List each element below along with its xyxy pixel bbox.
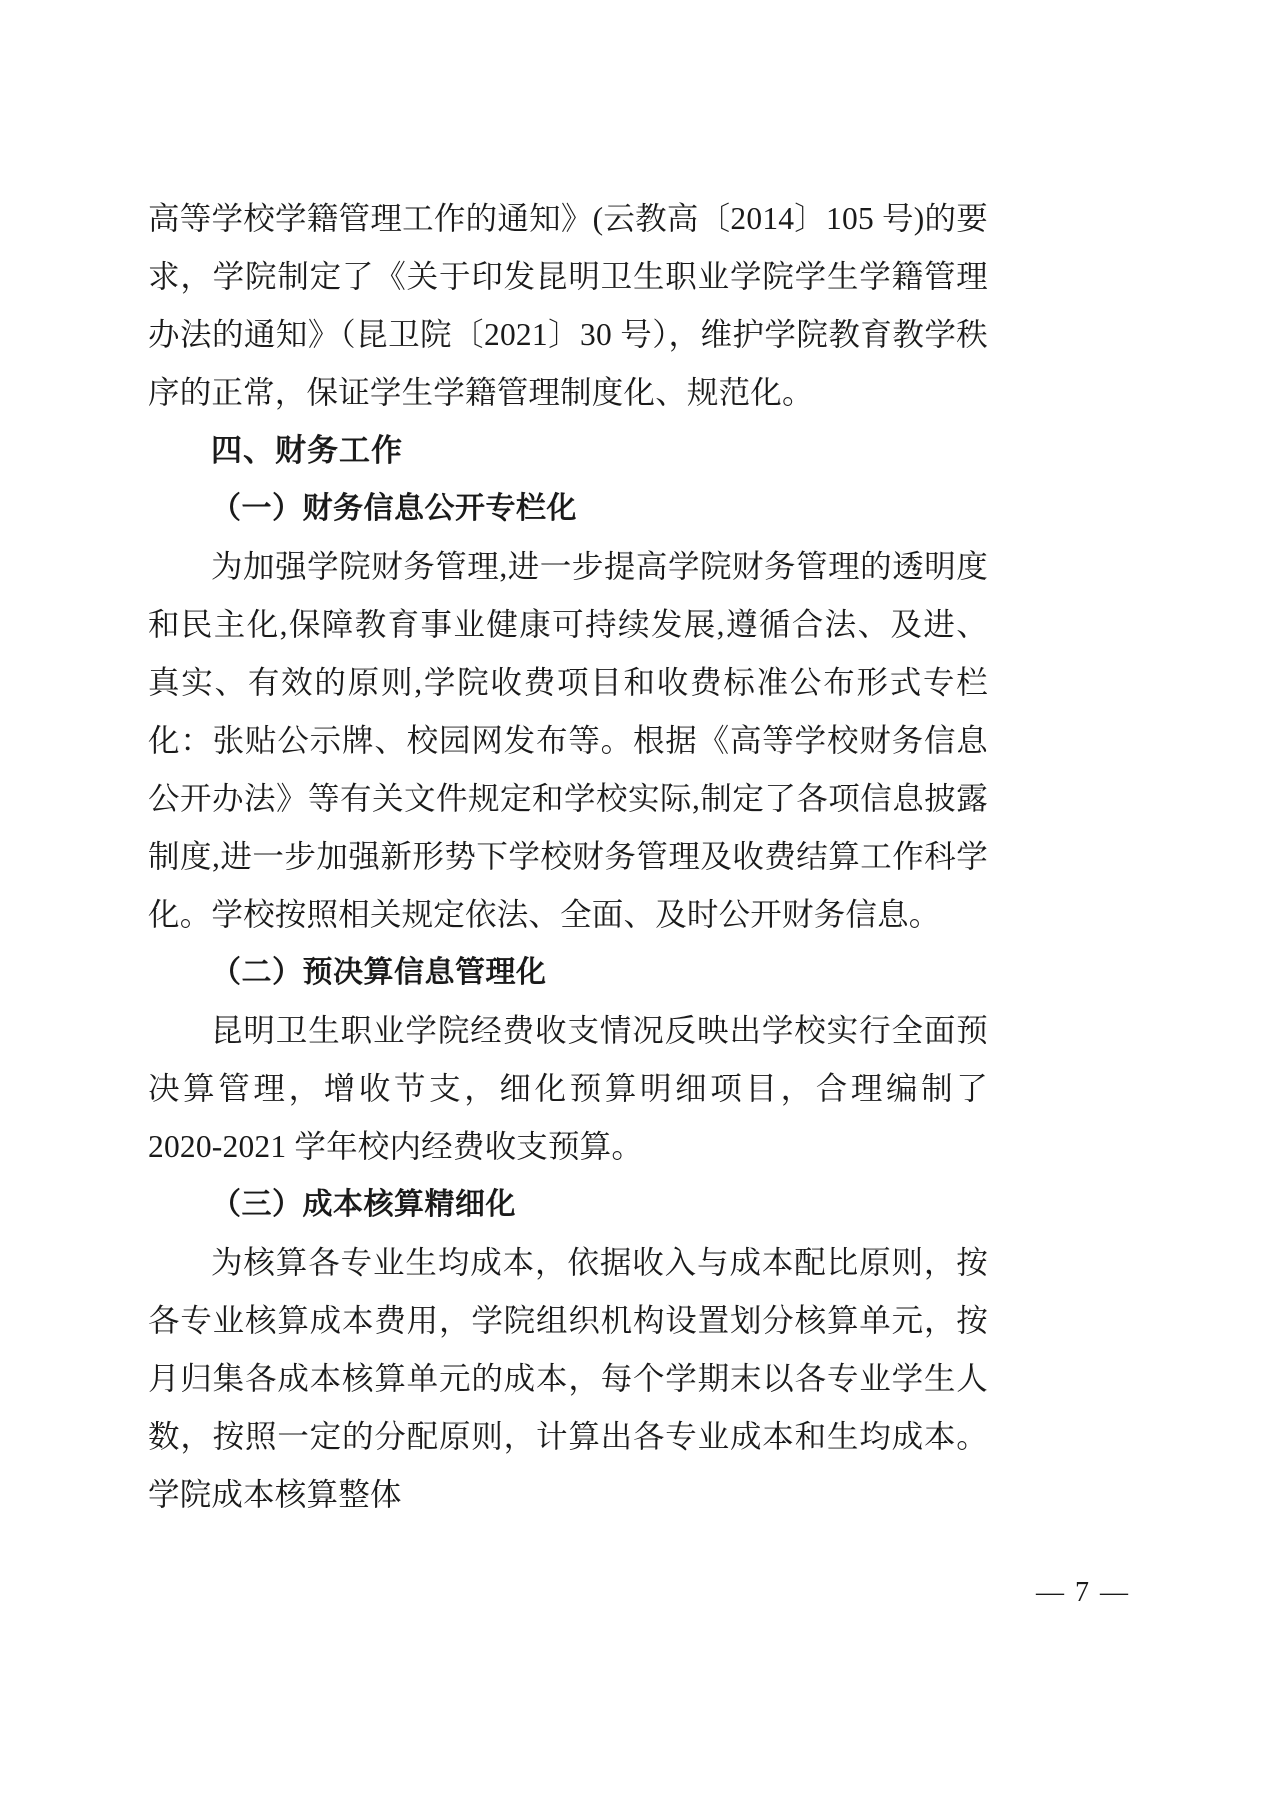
page-number: — 7 — [1036, 1577, 1130, 1608]
subsection-heading-two: （二）预决算信息管理化 [211, 956, 547, 989]
section-heading-financial-work: 四、财务工作 [211, 433, 403, 468]
subsection-heading-one: （一）财务信息公开专栏化 [211, 492, 577, 525]
subsection-heading-three: （三）成本核算精细化 [211, 1188, 516, 1221]
document-body [148, 190, 988, 1524]
paragraph-cost-accounting: 为核算各专业生均成本，依据收入与成本配比原则，按各专业核算成本费用，学院组织机构设置划分核算单元，按月归集各成本核算单元的成本，每个学期末以各专业学生人数，按照一定的分配原则，计算出各专业成本和生均成本。学院成本核算整体 [148, 1245, 988, 1512]
paragraph-financial-disclosure: 为加强学院财务管理,进一步提高学院财务管理的透明度和民主化,保障教育事业健康可持续发展,遵循合法、及进、真实、有效的原则,学院收费项目和收费标准公布形式专栏化：张贴公示牌、校园网发布等。根据《高等学校财务信息公开办法》等有关文件规定和学校实际,制定了各项信息披露制度,进一步加强新形势下学校财务管理及收费结算工作科学化。学校按照相关规定依法、全面、及时公开财务信息。 [148, 549, 988, 932]
paragraph-continued: 高等学校学籍管理工作的通知》(云教高〔2014〕105 号)的要求，学院制定了《关于印发昆明卫生职业学院学生学籍管理办法的通知》（昆卫院〔2021〕30 号），维护学院教育教学秩序的正常，保证学生学籍管理制度化、规范化。 [148, 201, 988, 410]
paragraph-budget-management: 昆明卫生职业学院经费收支情况反映出学校实行全面预决算管理，增收节支，细化预算明细项目，合理编制了 2020-2021 学年校内经费收支预算。 [148, 1013, 988, 1164]
